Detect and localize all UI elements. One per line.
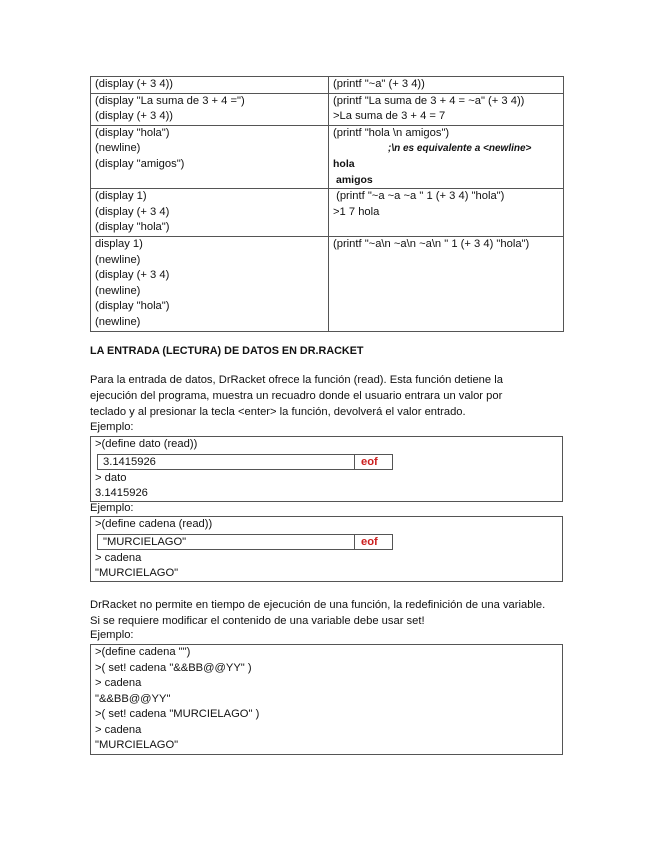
table-cell — [91, 125, 329, 188]
example-box-1 — [90, 436, 563, 502]
code-line: > cadena — [95, 551, 142, 564]
code-line: >(define cadena "") — [95, 646, 191, 658]
output-line: amigos — [336, 173, 373, 186]
table-row — [91, 236, 564, 331]
paragraph-line: Si se requiere modificar el contenido de una variable debe usar set! — [90, 615, 425, 627]
table-cell — [329, 77, 564, 94]
table-cell — [91, 93, 329, 125]
table-cell — [91, 236, 329, 331]
code-line: (newline) — [95, 253, 141, 266]
read-input-row — [97, 454, 562, 471]
example-label: Ejemplo: — [90, 502, 134, 514]
table-row — [91, 93, 564, 125]
paragraph-line: DrRacket no permite en tiempo de ejecución de una función, la redefinición de una variable. — [90, 599, 546, 611]
code-line: (newline) — [95, 142, 141, 155]
code-line: > dato — [95, 471, 127, 484]
table-row — [91, 125, 564, 188]
table-row — [91, 189, 564, 237]
code-line: (display (+ 3 4)) — [95, 78, 174, 90]
paragraph-line: Para la entrada de datos, DrRacket ofrece la función (read). Esta función detiene la — [90, 374, 503, 386]
code-line: >(define cadena (read)) — [95, 518, 213, 530]
example-label: Ejemplo: — [90, 421, 134, 433]
code-line: "&&BB@@YY" — [95, 692, 171, 705]
eof-button[interactable]: eof — [355, 454, 393, 470]
read-input-row — [97, 534, 562, 551]
eof-button[interactable]: eof — [355, 534, 393, 550]
code-line: (display "hola") — [95, 221, 170, 234]
code-line: (printf "hola \n amigos") — [333, 126, 450, 139]
table-cell — [91, 77, 329, 94]
code-comment: ;\n es equivalente a <newline> — [388, 143, 532, 155]
read-input-field[interactable]: "MURCIELAGO" — [97, 534, 355, 550]
code-line: (display "amigos") — [95, 157, 185, 170]
paragraph-line: ejecución del programa, muestra un recuadro donde el usuario entrara un valor por — [90, 390, 503, 402]
code-line: (newline) — [95, 315, 141, 328]
paragraph-set — [90, 597, 570, 629]
code-line: >( set! cadena "&&BB@@YY" ) — [95, 661, 252, 674]
table-cell — [329, 93, 564, 125]
display-printf-table — [90, 76, 564, 332]
code-line: >( set! cadena "MURCIELAGO" ) — [95, 708, 260, 720]
code-line: (display "La suma de 3 + 4 =") — [95, 94, 245, 107]
code-line: > cadena — [95, 723, 142, 736]
code-line: 3.1415926 — [95, 487, 148, 499]
example-box-3 — [90, 644, 563, 755]
code-line: (display "hola") — [95, 126, 170, 139]
code-line: (printf "La suma de 3 + 4 = ~a" (+ 3 4)) — [333, 94, 525, 107]
code-line: (display (+ 3 4)) — [95, 110, 174, 123]
table-row — [91, 77, 564, 94]
paragraph-line: teclado y al presionar la tecla <enter> la función, devolverá el valor entrado. — [90, 406, 466, 418]
code-line: >(define dato (read)) — [95, 438, 198, 450]
code-line: (display "hola") — [95, 300, 170, 313]
code-line: (newline) — [95, 284, 141, 297]
code-line: (display 1) — [95, 190, 147, 203]
code-line: "MURCIELAGO" — [95, 567, 179, 579]
code-line: >La suma de 3 + 4 = 7 — [333, 110, 446, 123]
code-line: > cadena — [95, 677, 142, 689]
code-line: "MURCIELAGO" — [95, 739, 179, 751]
code-line: (printf "~a" (+ 3 4)) — [333, 78, 425, 90]
table-cell — [329, 189, 564, 237]
code-line: display 1) — [95, 237, 143, 250]
table-cell — [91, 189, 329, 237]
example-box-2 — [90, 516, 563, 582]
code-line: (display (+ 3 4) — [95, 205, 170, 218]
code-line: (printf "~a\n ~a\n ~a\n " 1 (+ 3 4) "hola") — [333, 237, 530, 250]
section-heading: LA ENTRADA (LECTURA) DE DATOS EN DR.RACKET — [90, 345, 364, 357]
table-cell — [329, 236, 564, 331]
read-input-field[interactable]: 3.1415926 — [97, 454, 355, 470]
code-line: >1 7 hola — [333, 205, 380, 218]
code-line: (display (+ 3 4) — [95, 269, 170, 282]
code-line: (printf "~a ~a ~a " 1 (+ 3 4) "hola") — [333, 190, 505, 203]
paragraph-intro — [90, 372, 570, 420]
example-label: Ejemplo: — [90, 629, 134, 641]
table-cell — [329, 125, 564, 188]
output-line: hola — [333, 157, 355, 170]
